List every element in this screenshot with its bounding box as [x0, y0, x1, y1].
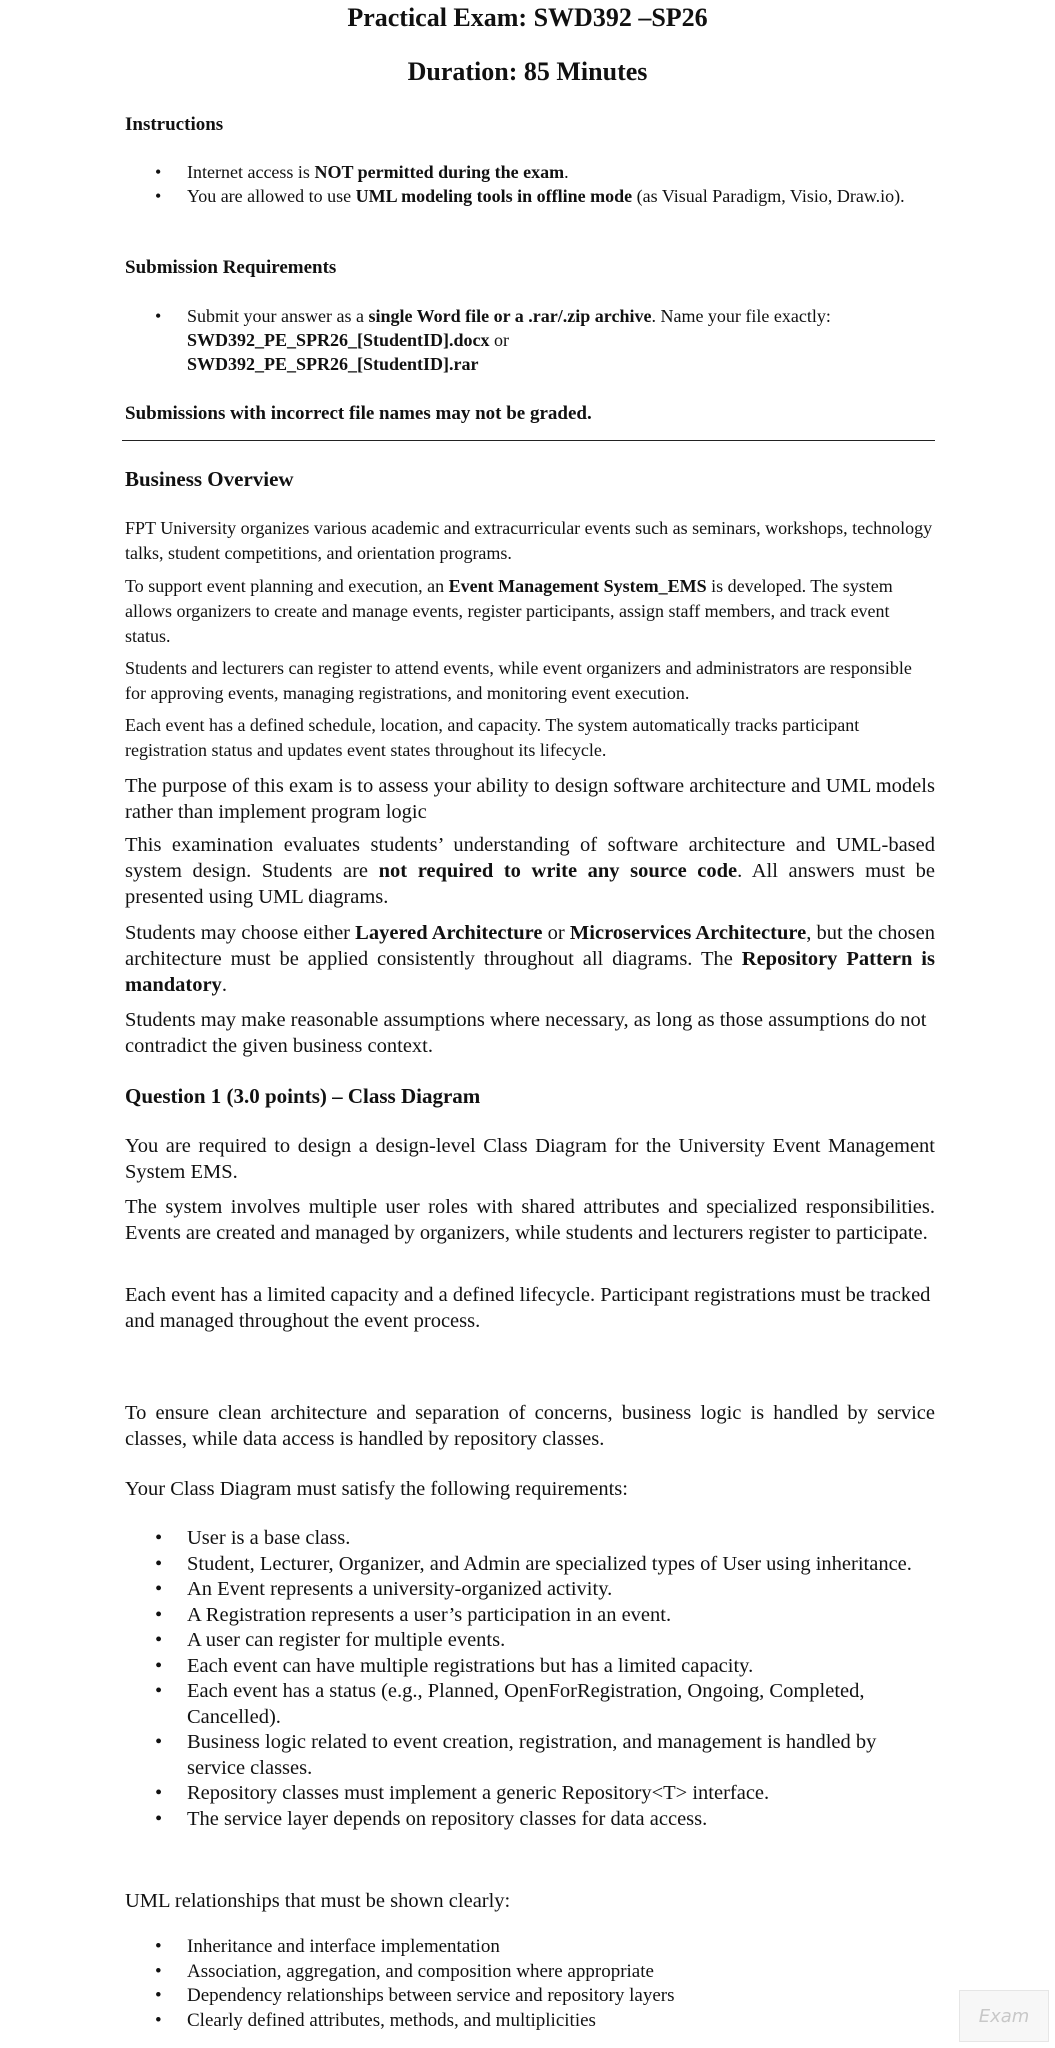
requirements-list [125, 1526, 935, 1832]
business-paragraph: Students may make reasonable assumptions where necessary, as long as those assumptions do not contradict the given business context. [125, 1009, 927, 1057]
list-item: • A Registration represents a user’s participation in an event. [125, 1603, 935, 1629]
list-item: • Repository classes must implement a generic Repository<T> interface. [125, 1781, 935, 1807]
list-item: • Each event has a status (e.g., Planned, OpenForRegistration, Ongoing, Completed, Cancelled). [125, 1679, 935, 1730]
submission-warning: Submissions with incorrect file names may not be graded. [125, 403, 592, 424]
business-paragraph: To support event planning and execution, an Event Management System_EMS is developed. The system allows organizers to create and manage events, register participants, assign staff members, and track event status. [125, 576, 893, 646]
filename-docx: SWD392_PE_SPR26_[StudentID].docx [187, 330, 490, 350]
business-paragraph: This examination evaluates students’ understanding of software architecture and UML-based system design. Students are not required to write any source code. All answers must be presented using UML diagrams. [125, 834, 935, 908]
question1-paragraph: Each event has a limited capacity and a defined lifecycle. Participant registrations must be tracked and managed throughout the event process. [125, 1284, 931, 1332]
section-divider [122, 440, 935, 441]
watermark-logo: Exam [959, 1990, 1049, 2042]
question1-paragraph: The system involves multiple user roles with shared attributes and specialized responsibilities. Events are created and managed by organizers, while students and lecturers register to participate. [125, 1196, 935, 1244]
list-item: • Inheritance and interface implementation [125, 1935, 935, 1960]
list-item: • Association, aggregation, and composition where appropriate [125, 1960, 935, 1985]
list-item: • The service layer depends on repository classes for data access. [125, 1807, 935, 1833]
business-heading: Business Overview [125, 467, 294, 491]
question1-paragraph: To ensure clean architecture and separation of concerns, business logic is handled by service classes, while data access is handled by repository classes. [125, 1402, 935, 1450]
question1-paragraph: UML relationships that must be shown clearly: [125, 1890, 511, 1912]
instructions-list [125, 160, 935, 208]
list-item: • You are allowed to use UML modeling tools in offline mode (as Visual Paradigm, Visio, Draw.io). [125, 184, 935, 208]
list-item: • Clearly defined attributes, methods, and multiplicities [125, 2009, 935, 2034]
business-paragraph: Students and lecturers can register to attend events, while event organizers and administrators are responsible for approving events, managing registrations, and monitoring event execution. [125, 658, 912, 703]
question1-paragraph: Your Class Diagram must satisfy the following requirements: [125, 1478, 628, 1500]
relationships-list [125, 1935, 935, 2033]
submission-heading: Submission Requirements [125, 257, 337, 278]
list-item: • A user can register for multiple events. [125, 1628, 935, 1654]
instructions-heading: Instructions [125, 114, 224, 135]
business-paragraph: Students may choose either Layered Architecture or Microservices Architecture, but the chosen architecture must be applied consistently throughout all diagrams. The Repository Pattern is mandatory. [125, 922, 935, 996]
list-item: • An Event represents a university-organized activity. [125, 1577, 935, 1603]
business-paragraph: FPT University organizes various academic and extracurricular events such as seminars, workshops, technology talks, student competitions, and orientation programs. [125, 518, 933, 563]
list-item: • Internet access is NOT permitted during the exam. [125, 160, 935, 184]
list-item: • Submit your answer as a single Word file or a .rar/.zip archive. Name your file exactly: SWD392_PE_SPR26_[StudentID].docx or SWD392_PE_SPR26_[StudentID].rar [125, 304, 935, 376]
business-paragraph: The purpose of this exam is to assess your ability to design software architecture and UML models rather than implement program logic [125, 775, 935, 823]
submission-list [125, 304, 935, 376]
list-item: • Dependency relationships between service and repository layers [125, 1984, 935, 2009]
list-item: • Business logic related to event creation, registration, and management is handled by service classes. [125, 1730, 935, 1781]
question1-paragraph: You are required to design a design-level Class Diagram for the University Event Management System EMS. [125, 1135, 935, 1183]
business-paragraph: Each event has a defined schedule, location, and capacity. The system automatically tracks participant registration status and updates event states throughout its lifecycle. [125, 715, 860, 760]
filename-rar: SWD392_PE_SPR26_[StudentID].rar [187, 354, 479, 374]
list-item: • Student, Lecturer, Organizer, and Admin are specialized types of User using inheritance. [125, 1552, 935, 1578]
exam-duration: Duration: 85 Minutes [407, 57, 648, 86]
list-item: • User is a base class. [125, 1526, 935, 1552]
exam-title: Practical Exam: SWD392 –SP26 [347, 3, 708, 32]
list-item: • Each event can have multiple registrations but has a limited capacity. [125, 1654, 935, 1680]
question1-heading: Question 1 (3.0 points) – Class Diagram [125, 1084, 481, 1108]
